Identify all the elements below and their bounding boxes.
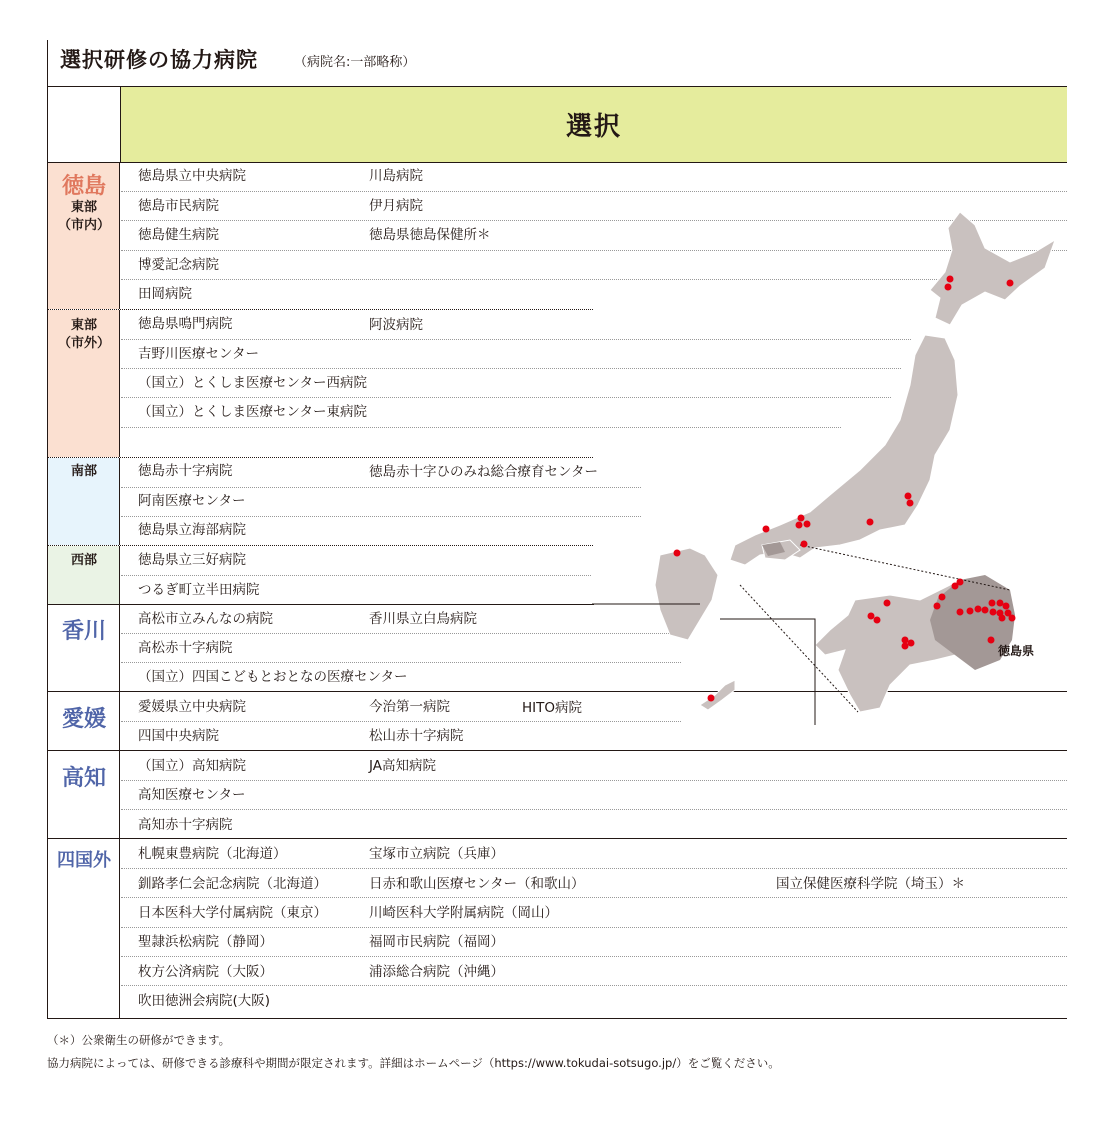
okinawa-shape (700, 680, 735, 710)
header-selection: 選択 (121, 87, 1067, 162)
hospital-name: 徳島県立中央病院 (138, 168, 246, 184)
kyushu-shape (655, 548, 718, 640)
hospital-name: 川島病院 (369, 168, 423, 184)
region-label-outside: 四国外 (57, 850, 111, 871)
hospital-name: 徳島県立三好病院 (138, 552, 246, 568)
hospital-name: 徳島県鳴門病院 (138, 316, 233, 332)
hospital-name: 博愛記念病院 (138, 257, 219, 273)
hospital-name: 高知赤十字病院 (138, 817, 233, 833)
region-label-kochi: 高知 (61, 766, 106, 791)
japan-map (590, 200, 1070, 760)
hospital-name: 愛媛県立中央病院 (138, 699, 246, 715)
row-divider (121, 868, 1067, 869)
row-divider (121, 191, 1067, 192)
hospital-name: 高松赤十字病院 (138, 640, 233, 656)
region-label-east-outside-2: （市外） (57, 336, 110, 351)
hospital-name: 浦添総合病院（沖縄） (369, 964, 504, 980)
footnote-public-health: （＊）公衆衛生の研修ができます。 (47, 1033, 231, 1047)
region-label-kagawa: 香川 (61, 619, 106, 644)
row-divider (121, 575, 591, 576)
hospital-name: 枚方公済病院（大阪） (138, 964, 273, 980)
hospital-name: 徳島赤十字病院 (138, 463, 233, 479)
hospital-name: 宝塚市立病院（兵庫） (369, 846, 504, 862)
row-divider (121, 985, 1067, 986)
hospital-name: 吹田徳洲会病院(大阪) (138, 993, 271, 1009)
region-label-south: 南部 (70, 464, 97, 479)
section-divider (48, 309, 593, 310)
map-label-tokushima: 徳島県 (998, 644, 1035, 658)
hospital-name: （国立）とくしま医療センター東病院 (138, 404, 367, 420)
hospital-name: JA高知病院 (369, 758, 436, 774)
section-divider (48, 545, 593, 546)
row-divider (121, 487, 641, 488)
row-divider (121, 809, 1067, 810)
hospital-name: 今治第一病院 (369, 699, 450, 715)
hospital-name: 高知医療センター (138, 787, 246, 803)
region-label-east-city-1: 東部 (70, 200, 97, 215)
row-divider (121, 780, 1067, 781)
row-divider (121, 516, 641, 517)
hospital-name: 日赤和歌山医療センター（和歌山） (369, 876, 585, 892)
section-divider (48, 604, 594, 605)
hospital-name: 四国中央病院 (138, 728, 219, 744)
hospital-name: 香川県立白鳥病院 (369, 611, 477, 627)
section-divider (48, 457, 593, 458)
hospital-name: 阿南医療センター (138, 493, 246, 509)
hospital-name: （国立）高知病院 (138, 758, 246, 774)
region-label-east-outside-1: 東部 (70, 318, 97, 333)
page-subtitle: （病院名:一部略称） (294, 55, 416, 70)
hospital-name: 福岡市民病院（福岡） (369, 934, 504, 950)
footnote-website: 協力病院によっては、研修できる診療科や期間が限定されます。詳細はホームページ（https://www.tokudai-sotsugo.jp/）をご覧ください。 (47, 1056, 780, 1070)
hospital-name: （国立）四国こどもとおとなの医療センター (138, 669, 408, 685)
hospital-name: 高松市立みんなの病院 (138, 611, 273, 627)
hokkaido-shape (930, 212, 1055, 325)
hospital-name: 阿波病院 (369, 317, 423, 333)
title-bar (47, 40, 48, 86)
page-title: 選択研修の協力病院 (60, 48, 258, 72)
hospital-name: 聖隷浜松病院（静岡） (138, 934, 273, 950)
divider-line (720, 619, 815, 725)
header-divider (48, 162, 1067, 163)
row-divider (121, 897, 1067, 898)
hospital-name: HITO病院 (522, 700, 583, 716)
hospital-name: 田岡病院 (138, 286, 192, 302)
hospital-name: 川崎医科大学附属病院（岡山） (369, 905, 558, 921)
hospital-name: 徳島赤十字ひのみね総合療育センター (369, 464, 598, 480)
hospital-name: （国立）とくしま医療センター西病院 (138, 375, 367, 391)
row-divider (121, 956, 1067, 957)
hospital-name: 吉野川医療センター (138, 346, 259, 362)
region-label-west: 西部 (70, 553, 97, 568)
region-label-east-city-2: （市内） (57, 218, 110, 233)
hospital-name: 松山赤十字病院 (369, 728, 464, 744)
hospital-name: つるぎ町立半田病院 (138, 582, 260, 598)
hospital-name: 徳島県立海部病院 (138, 522, 246, 538)
hospital-name: 日本医科大学付属病院（東京） (138, 905, 327, 921)
row-divider (121, 927, 1067, 928)
hospital-name: 徳島県徳島保健所＊ (369, 227, 491, 243)
hospital-name: 徳島健生病院 (138, 227, 219, 243)
hospital-name: 徳島市民病院 (138, 198, 219, 214)
header-blank (48, 87, 121, 162)
hospital-name: 伊月病院 (369, 198, 423, 214)
region-label-tokushima: 徳島 (61, 174, 106, 199)
hospital-name: 釧路孝仁会記念病院（北海道） (138, 876, 327, 892)
hospital-name: 札幌東豊病院（北海道） (138, 846, 287, 862)
region-label-ehime: 愛媛 (61, 707, 106, 732)
section-divider (48, 838, 1067, 839)
hospital-name: 国立保健医療科学院（埼玉）＊ (776, 876, 965, 892)
